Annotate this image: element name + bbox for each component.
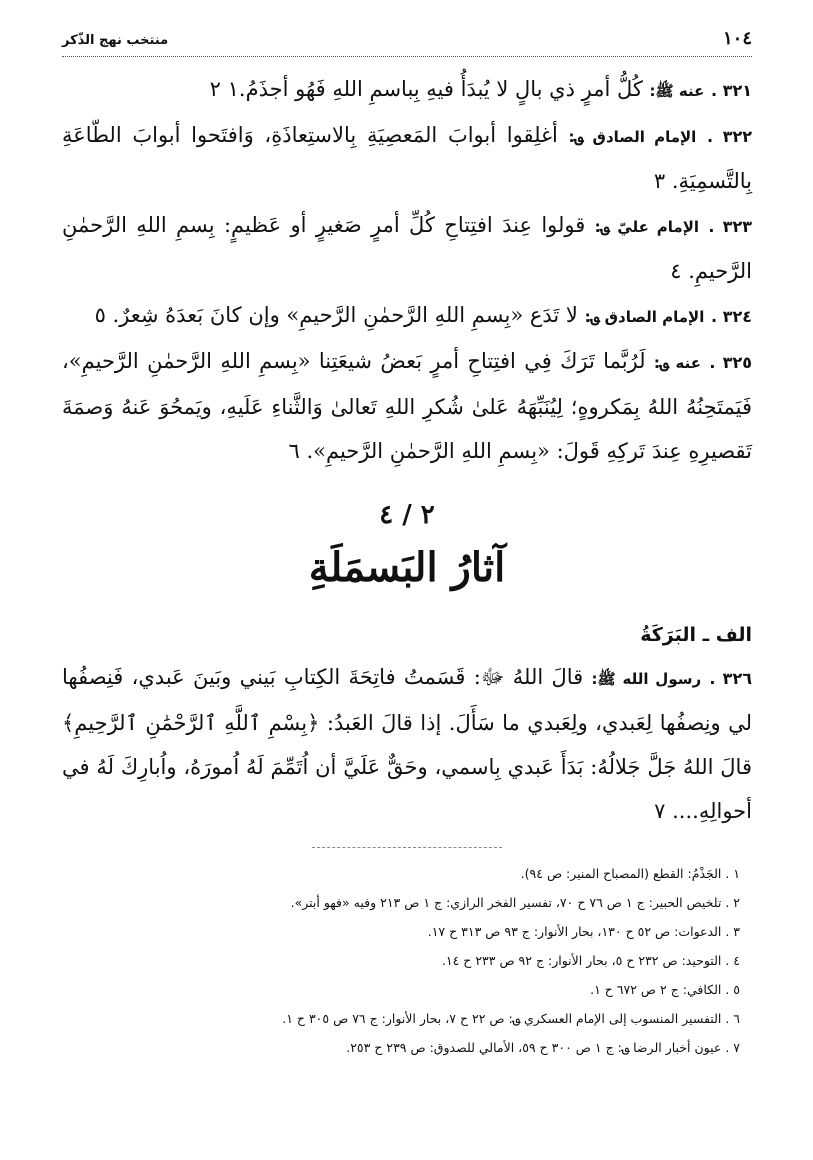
hadith-source: الإمام عليّ ؈: bbox=[594, 218, 700, 236]
page-number: ١٠٤ bbox=[722, 28, 752, 49]
hadith-source: عنه ؈: bbox=[653, 354, 702, 372]
hadith-number: ٣٢٣ . bbox=[708, 217, 752, 236]
footnote-divider bbox=[312, 847, 502, 849]
hadith-source: عنه ﷺ: bbox=[649, 82, 705, 100]
hadith-entry bbox=[62, 293, 752, 339]
footnote: ٢ . تلخيص الحبير: ج ١ ص ٧٦ ح ٧٠، تفسير الفخر الرازي: ج ١ ص ٢١٣ وفيه «فهو أبتر». bbox=[290, 895, 740, 910]
section-title: آثارُ البَسمَلَةِ bbox=[308, 544, 506, 591]
book-page bbox=[62, 28, 752, 1062]
running-header bbox=[62, 28, 752, 57]
hadith-entry bbox=[62, 339, 752, 473]
subheading: الف ـ البَرَكَةُ bbox=[640, 624, 752, 646]
footnote: ١ . الجَذْمُ: القطع (المصباح المنير: ص ٩٤). bbox=[520, 866, 740, 881]
hadith-text: لَرُبَّما تَرَكَ فِي افتِتاحِ أمرٍ بَعضُ شيعَتِنا «بِسمِ اللهِ الرَّحمٰنِ الرَّحيمِ»، فَيَمتَحِنُهُ اللهُ بِمَكروهٍ؛ لِيُنَبِّهَهُ عَلىٰ شُكرِ اللهِ تَعالىٰ وَالثَّناءِ عَلَيهِ، ويَمحُوَ عَنهُ وَصمَةَ تَقصيرِهِ عِندَ تَركِهِ قَولَ: «بِسمِ اللهِ الرَّحمٰنِ الرَّحيمِ». ٦ bbox=[62, 349, 752, 463]
entries-bottom bbox=[62, 655, 752, 833]
footnote: ٥ . الكافي: ج ٢ ص ٦٧٢ ح ١. bbox=[590, 982, 740, 997]
hadith-entry bbox=[62, 113, 752, 203]
entries-top bbox=[62, 67, 752, 473]
footnote: ٣ . الدعوات: ص ٥٢ ح ١٣٠، بحار الأنوار: ج ٩٣ ص ٣١٣ ح ١٧. bbox=[427, 924, 740, 939]
hadith-entry bbox=[62, 655, 752, 833]
footnote: ٧ . عيون أخبار الرضا ؈: ج ١ ص ٣٠٠ ح ٥٩، الأمالي للصدوق: ص ٢٣٩ ح ٢٥٣. bbox=[346, 1040, 740, 1055]
hadith-entry bbox=[62, 203, 752, 293]
hadith-source: الإمام الصادق ؈: bbox=[568, 128, 697, 146]
hadith-text: قولوا عِندَ افتِتاحِ كُلِّ أمرٍ صَغيرٍ أو عَظيمٍ: بِسمِ اللهِ الرَّحمٰنِ الرَّحيمِ. ٤ bbox=[62, 213, 752, 283]
section-number: ٢ / ٤ bbox=[379, 500, 435, 530]
hadith-text: أغلِقوا أبوابَ المَعصِيَةِ بِالاستِعاذَةِ، وَافتَحوا أبوابَ الطّاعَةِ بِالتَّسمِيَةِ. ٣ bbox=[62, 123, 752, 193]
hadith-number: ٣٢٤ . bbox=[711, 307, 752, 326]
hadith-entry bbox=[62, 67, 752, 113]
hadith-number: ٣٢٢ . bbox=[707, 127, 752, 146]
hadith-text: كُلُّ أمرٍ ذي بالٍ لا يُبدَأُ فيهِ بِباسمِ اللهِ فَهُو أجذَمُ.١ ٢ bbox=[209, 77, 650, 101]
hadith-text: قالَ اللهُ ﷻ: قَسَمتُ فاتِحَةَ الكِتابِ بَيني وبَينَ عَبدي، فَنِصفُها لي ونِصفُها لِعَبدي، ولِعَبدي ما سَأَلَ. إذا قالَ العَبدُ: ﴿بِسْمِ ٱللَّهِ ٱلرَّحْمَٰنِ ٱلرَّحِيمِ﴾ قالَ اللهُ جَلَّ جَلالُهُ: بَدَأَ عَبدي بِاسمي، وحَقٌّ عَلَيَّ أن اُتَمِّمَ لَهُ اُمورَهُ، واُبارِكَ لَهُ في أحوالِهِ.... ٧ bbox=[62, 665, 752, 823]
hadith-source: الإمام الصادق ؈: bbox=[584, 308, 705, 326]
footnotes-list bbox=[62, 859, 752, 1062]
hadith-number: ٣٢١ . bbox=[711, 81, 752, 100]
hadith-number: ٣٢٥ . bbox=[709, 353, 752, 372]
footnote: ٤ . التوحيد: ص ٢٣٢ ح ٥، بحار الأنوار: ج ٩٢ ص ٢٣٣ ح ١٤. bbox=[441, 953, 740, 968]
hadith-source: رسول الله ﷺ: bbox=[591, 670, 702, 688]
hadith-text: لا تَدَع «بِسمِ اللهِ الرَّحمٰنِ الرَّحيمِ» وإن كانَ بَعدَهُ شِعرٌ. ٥ bbox=[94, 303, 585, 327]
footnote: ٦ . التفسير المنسوب إلى الإمام العسكري ؈: ص ٢٢ ح ٧، بحار الأنوار: ج ٧٦ ص ٣٠٥ ح ١. bbox=[282, 1011, 740, 1026]
book-title: منتخب نهج الذّكر bbox=[62, 33, 169, 48]
hadith-number: ٣٢٦ . bbox=[709, 669, 752, 688]
